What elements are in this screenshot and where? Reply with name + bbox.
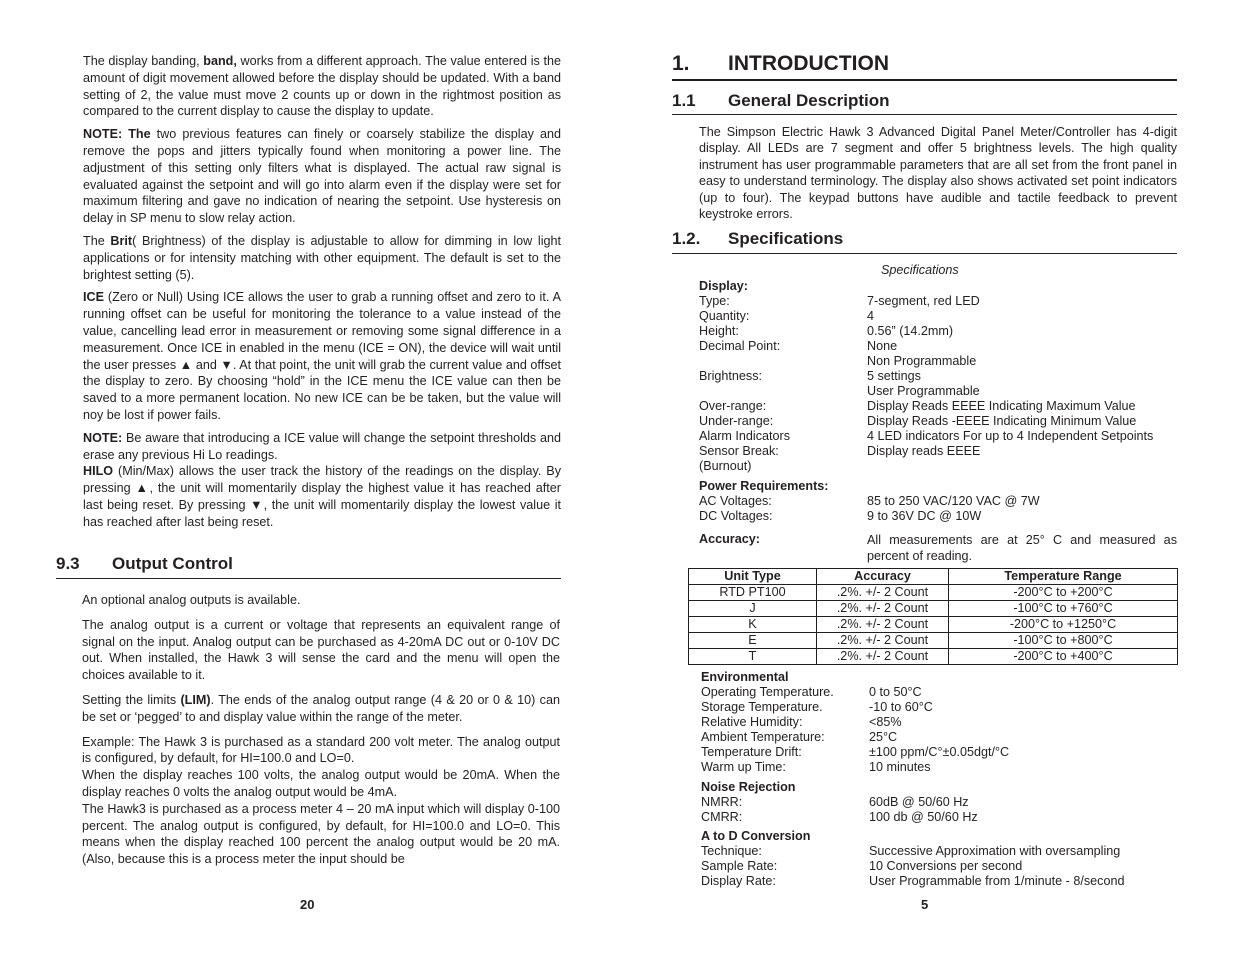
table-cell: T — [689, 649, 817, 665]
specifications-heading — [672, 229, 1177, 254]
section-number: 1.1 — [672, 91, 696, 110]
table-cell: -200°C to +400°C — [949, 649, 1178, 665]
environmental-heading: Environmental — [701, 670, 789, 684]
environmental-spec-row — [701, 745, 1177, 760]
table-row — [689, 649, 1178, 665]
spec-label: Relative Humidity: — [701, 715, 803, 729]
ice-paragraph: ICE (Zero or Null) Using ICE allows the user to grab a running offset and zero to it. A running offset can be useful for monitoring the tolerance to a value instead of the value, cancelling lead error in measurement or removing some signal difference in a measurement. Once ICE in enabled in the menu (ICE = ON), the device will wait until the user presses ▲ and ▼. At that point, the unit will grab the current value and offset the display to zero. By choosing “hold” in the ICE menu the ICE value can then be saved to a more permanent location. No new ICE can be be taken, but the value will noy be lost if power fails. — [83, 290, 561, 422]
sensor-accuracy-table — [688, 568, 1178, 665]
display-spec-row — [699, 399, 1177, 414]
section-title: Output Control — [112, 554, 233, 573]
power-heading: Power Requirements: — [699, 479, 829, 493]
table-header: Temperature Range — [949, 569, 1178, 585]
spec-label: Sensor Break: — [699, 444, 779, 458]
table-header-row — [689, 569, 1178, 585]
spec-label: Ambient Temperature: — [701, 730, 825, 744]
table-cell: .2%. +/- 2 Count — [817, 601, 949, 617]
spec-label: AC Voltages: — [699, 494, 772, 508]
table-row — [689, 601, 1178, 617]
ad-spec-row — [701, 844, 1177, 859]
spec-label: Operating Temperature. — [701, 685, 834, 699]
spec-value: User Programmable from 1/minute - 8/second — [869, 874, 1125, 888]
ad-conversion-heading: A to D Conversion — [701, 829, 811, 843]
environmental-spec-row — [701, 685, 1177, 700]
environmental-spec-row — [701, 700, 1177, 715]
noise-heading: Noise Rejection — [701, 780, 796, 794]
display-spec-row — [699, 369, 1177, 384]
table-body — [689, 585, 1178, 665]
spec-value: 60dB @ 50/60 Hz — [869, 795, 969, 809]
display-specs — [699, 279, 1177, 474]
noise-spec-row — [701, 795, 1177, 810]
environmental-rows — [701, 685, 1177, 775]
spec-value: 25°C — [869, 730, 898, 744]
noise-specs — [701, 780, 1177, 825]
limits-paragraph: Setting the limits (LIM). The ends of the analog output range (4 & 20 or 0 & 10) can be set or ‘pegged’ to and display value within the range of the meter. — [82, 692, 560, 724]
spec-value: Successive Approximation with oversampling — [869, 844, 1121, 858]
table-cell: .2%. +/- 2 Count — [817, 617, 949, 633]
table-cell: K — [689, 617, 817, 633]
note-ice-paragraph: NOTE: Be aware that introducing a ICE value will change the setpoint thresholds and erase any previous Hi Lo readings. — [83, 430, 561, 462]
spec-label: Brightness: — [699, 369, 762, 383]
table-cell: .2%. +/- 2 Count — [817, 585, 949, 601]
spec-label: (Burnout) — [699, 459, 752, 473]
spec-label: DC Voltages: — [699, 509, 773, 523]
spec-label: Height: — [699, 324, 739, 338]
accuracy-row — [699, 532, 1177, 564]
spec-label: CMRR: — [701, 810, 743, 824]
spec-label: Over-range: — [699, 399, 767, 413]
ad-spec-row — [701, 874, 1177, 889]
table-header: Unit Type — [689, 569, 817, 585]
ad-spec-row — [701, 859, 1177, 874]
example-paragraph-c: The Hawk3 is purchased as a process meter 4 – 20 mA input which will display 0-100 percent. The analog output is configured, by default, for HI=100.0 and LO=0. This means when the display reached 100 percent the analog output would be 20 mA. (Also, because this is a process meter the input should be — [82, 801, 560, 867]
accuracy-text: All measurements are at 25° C and measured as percent of reading. — [867, 533, 1177, 563]
power-spec-row — [699, 509, 1177, 524]
spec-label — [699, 354, 867, 369]
display-spec-row — [699, 309, 1177, 324]
spec-value: 10 Conversions per second — [869, 859, 1023, 873]
environmental-spec-row — [701, 715, 1177, 730]
spec-label: Technique: — [701, 844, 762, 858]
spec-value: 7-segment, red LED — [867, 294, 980, 308]
spec-label — [699, 384, 867, 399]
environmental-spec-row — [701, 730, 1177, 745]
table-cell: .2%. +/- 2 Count — [817, 633, 949, 649]
output-control-body — [82, 592, 560, 868]
table-cell: -100°C to +760°C — [949, 601, 1178, 617]
hilo-paragraph: HILO (Min/Max) allows the user track the history of the readings on the display. By pressing ▲, the unit will momentarily display the highest value it has reached after last being reset. By pressing ▼, the unit will momentarily display the lowest value it has reached after last being reset. — [83, 464, 561, 529]
spec-value: ±100 ppm/C°±0.05dgt/°C — [869, 745, 1010, 759]
display-spec-row — [699, 294, 1177, 309]
table-row — [689, 633, 1178, 649]
display-spec-row — [699, 384, 1177, 399]
spec-label: Under-range: — [699, 414, 774, 428]
section-number: 9.3 — [56, 554, 80, 573]
left-page — [83, 53, 561, 531]
spec-value: 5 settings — [867, 369, 921, 383]
spec-value: -10 to 60°C — [869, 700, 933, 714]
spec-value: None — [867, 339, 898, 353]
table-row — [689, 585, 1178, 601]
spec-value: 100 db @ 50/60 Hz — [869, 810, 978, 824]
display-spec-row — [699, 444, 1177, 459]
display-spec-row — [699, 339, 1177, 354]
table-cell: -200°C to +1250°C — [949, 617, 1178, 633]
display-rows — [699, 294, 1177, 474]
spec-label: Alarm Indicators — [699, 429, 790, 443]
output-description: The analog output is a current or voltage that represents an equivalent range of signal on the input. Analog output can be purchased as 4-20mA DC out or 0-10V DC out. When installed, the Hawk 3 will sense the card and the menu will open the choices available to it. — [82, 617, 560, 683]
environmental-spec-row — [701, 760, 1177, 775]
note-filter-paragraph: NOTE: The two previous features can finely or coarsely stabilize the display and remove the pops and jitters typically found when monitoring a power line. The adjustment of this setting only filters what is displayed. The actual raw signal is evaluated against the setpoint and will go into alarm even if the display were set for maximum filtering and gave no indication of nearing the setpoint. Use hysteresis on delay in SP menu to slow relay action. — [83, 127, 561, 226]
chapter-number: 1. — [672, 52, 690, 75]
table-cell: RTD PT100 — [689, 585, 817, 601]
spec-label: Type: — [699, 294, 730, 308]
example-paragraph-b: When the display reaches 100 volts, the analog output would be 20mA. When the display reaches 0 volts the analog output would be 4mA. — [82, 768, 560, 799]
spec-value: Display Reads EEEE Indicating Maximum Value — [867, 399, 1136, 413]
spec-value: 4 LED indicators For up to 4 Independent Setpoints — [867, 429, 1154, 443]
power-rows — [699, 494, 1177, 524]
spec-label: Display Rate: — [701, 874, 776, 888]
ad-conversion-rows — [701, 844, 1177, 889]
page-number-right: 5 — [921, 897, 929, 912]
spec-value: <85% — [869, 715, 902, 729]
spec-value — [867, 459, 1177, 474]
spec-label: NMRR: — [701, 795, 743, 809]
table-cell: E — [689, 633, 817, 649]
noise-rows — [701, 795, 1177, 825]
spec-value: 85 to 250 VAC/120 VAC @ 7W — [867, 494, 1040, 508]
spec-value: User Programmable — [867, 384, 980, 398]
spec-value: Display reads EEEE — [867, 444, 981, 458]
table-cell: J — [689, 601, 817, 617]
output-control-heading — [56, 554, 561, 579]
table-cell: -100°C to +800°C — [949, 633, 1178, 649]
spec-value: 0.56” (14.2mm) — [867, 324, 954, 338]
table-cell: .2%. +/- 2 Count — [817, 649, 949, 665]
spec-label: Storage Temperature. — [701, 700, 823, 714]
power-spec-row — [699, 494, 1177, 509]
spec-value: Non Programmable — [867, 354, 977, 368]
spec-value: 9 to 36V DC @ 10W — [867, 509, 982, 523]
brightness-paragraph: The Brit( Brightness) of the display is adjustable to allow for dimming in low light applications or for intensity matching with other equipment. The default is set to the brightest setting (5). — [83, 233, 562, 282]
table-cell: -200°C to +200°C — [949, 585, 1178, 601]
spec-value: 4 — [867, 309, 875, 323]
introduction-heading — [672, 52, 1177, 81]
section-title: Specifications — [728, 229, 844, 248]
spec-value: 10 minutes — [869, 760, 931, 774]
general-description-heading — [672, 91, 1177, 115]
spec-label: Temperature Drift: — [701, 745, 802, 759]
general-description-text: The Simpson Electric Hawk 3 Advanced Digital Panel Meter/Controller has 4-digit display. All LEDs are 7 segment and offer 5 brightness levels. The high quality instrument has user programmable parameters that are all set from the front panel in easy to understand terminology. The display also shows activated set point indicators (up to four). The keypad buttons have audible and tactile feedback to prevent keystroke errors. — [699, 125, 1177, 222]
ad-conversion-specs — [701, 829, 1177, 889]
page-number-left: 20 — [300, 897, 315, 912]
display-spec-row — [699, 414, 1177, 429]
example-paragraph-a: Example: The Hawk 3 is purchased as a standard 200 volt meter. The analog output is configured, by default, for HI=100.0 and LO=0. — [82, 734, 560, 766]
accuracy-label: Accuracy: — [699, 532, 760, 546]
display-spec-row — [699, 324, 1177, 339]
environmental-specs — [701, 670, 1177, 775]
table-row — [689, 617, 1178, 633]
display-heading: Display: — [699, 279, 748, 293]
spec-label: Quantity: — [699, 309, 750, 323]
section-number: 1.2. — [672, 229, 701, 248]
noise-spec-row — [701, 810, 1177, 825]
spec-value: 0 to 50°C — [869, 685, 922, 699]
spec-label: Warm up Time: — [701, 760, 786, 774]
band-paragraph: The display banding, band, works from a different approach. The value entered is the amount of digit movement allowed before the display should be updated. With a band setting of 2, the value must move 2 counts up or down in the rightmost position as compared to the current display to cause the display to update. — [83, 54, 561, 119]
section-title: General Description — [728, 91, 890, 110]
spec-value: Display Reads -EEEE Indicating Minimum Value — [867, 414, 1137, 428]
output-intro: An optional analog outputs is available. — [82, 593, 301, 607]
spec-label: Decimal Point: — [699, 339, 781, 353]
power-specs — [699, 479, 1177, 524]
display-spec-row — [699, 429, 1177, 444]
display-spec-row — [699, 354, 1177, 369]
table-header: Accuracy — [817, 569, 949, 585]
display-spec-row — [699, 459, 1177, 474]
spec-label: Sample Rate: — [701, 859, 778, 873]
spec-caption: Specifications — [881, 263, 959, 277]
chapter-title: INTRODUCTION — [728, 52, 889, 75]
